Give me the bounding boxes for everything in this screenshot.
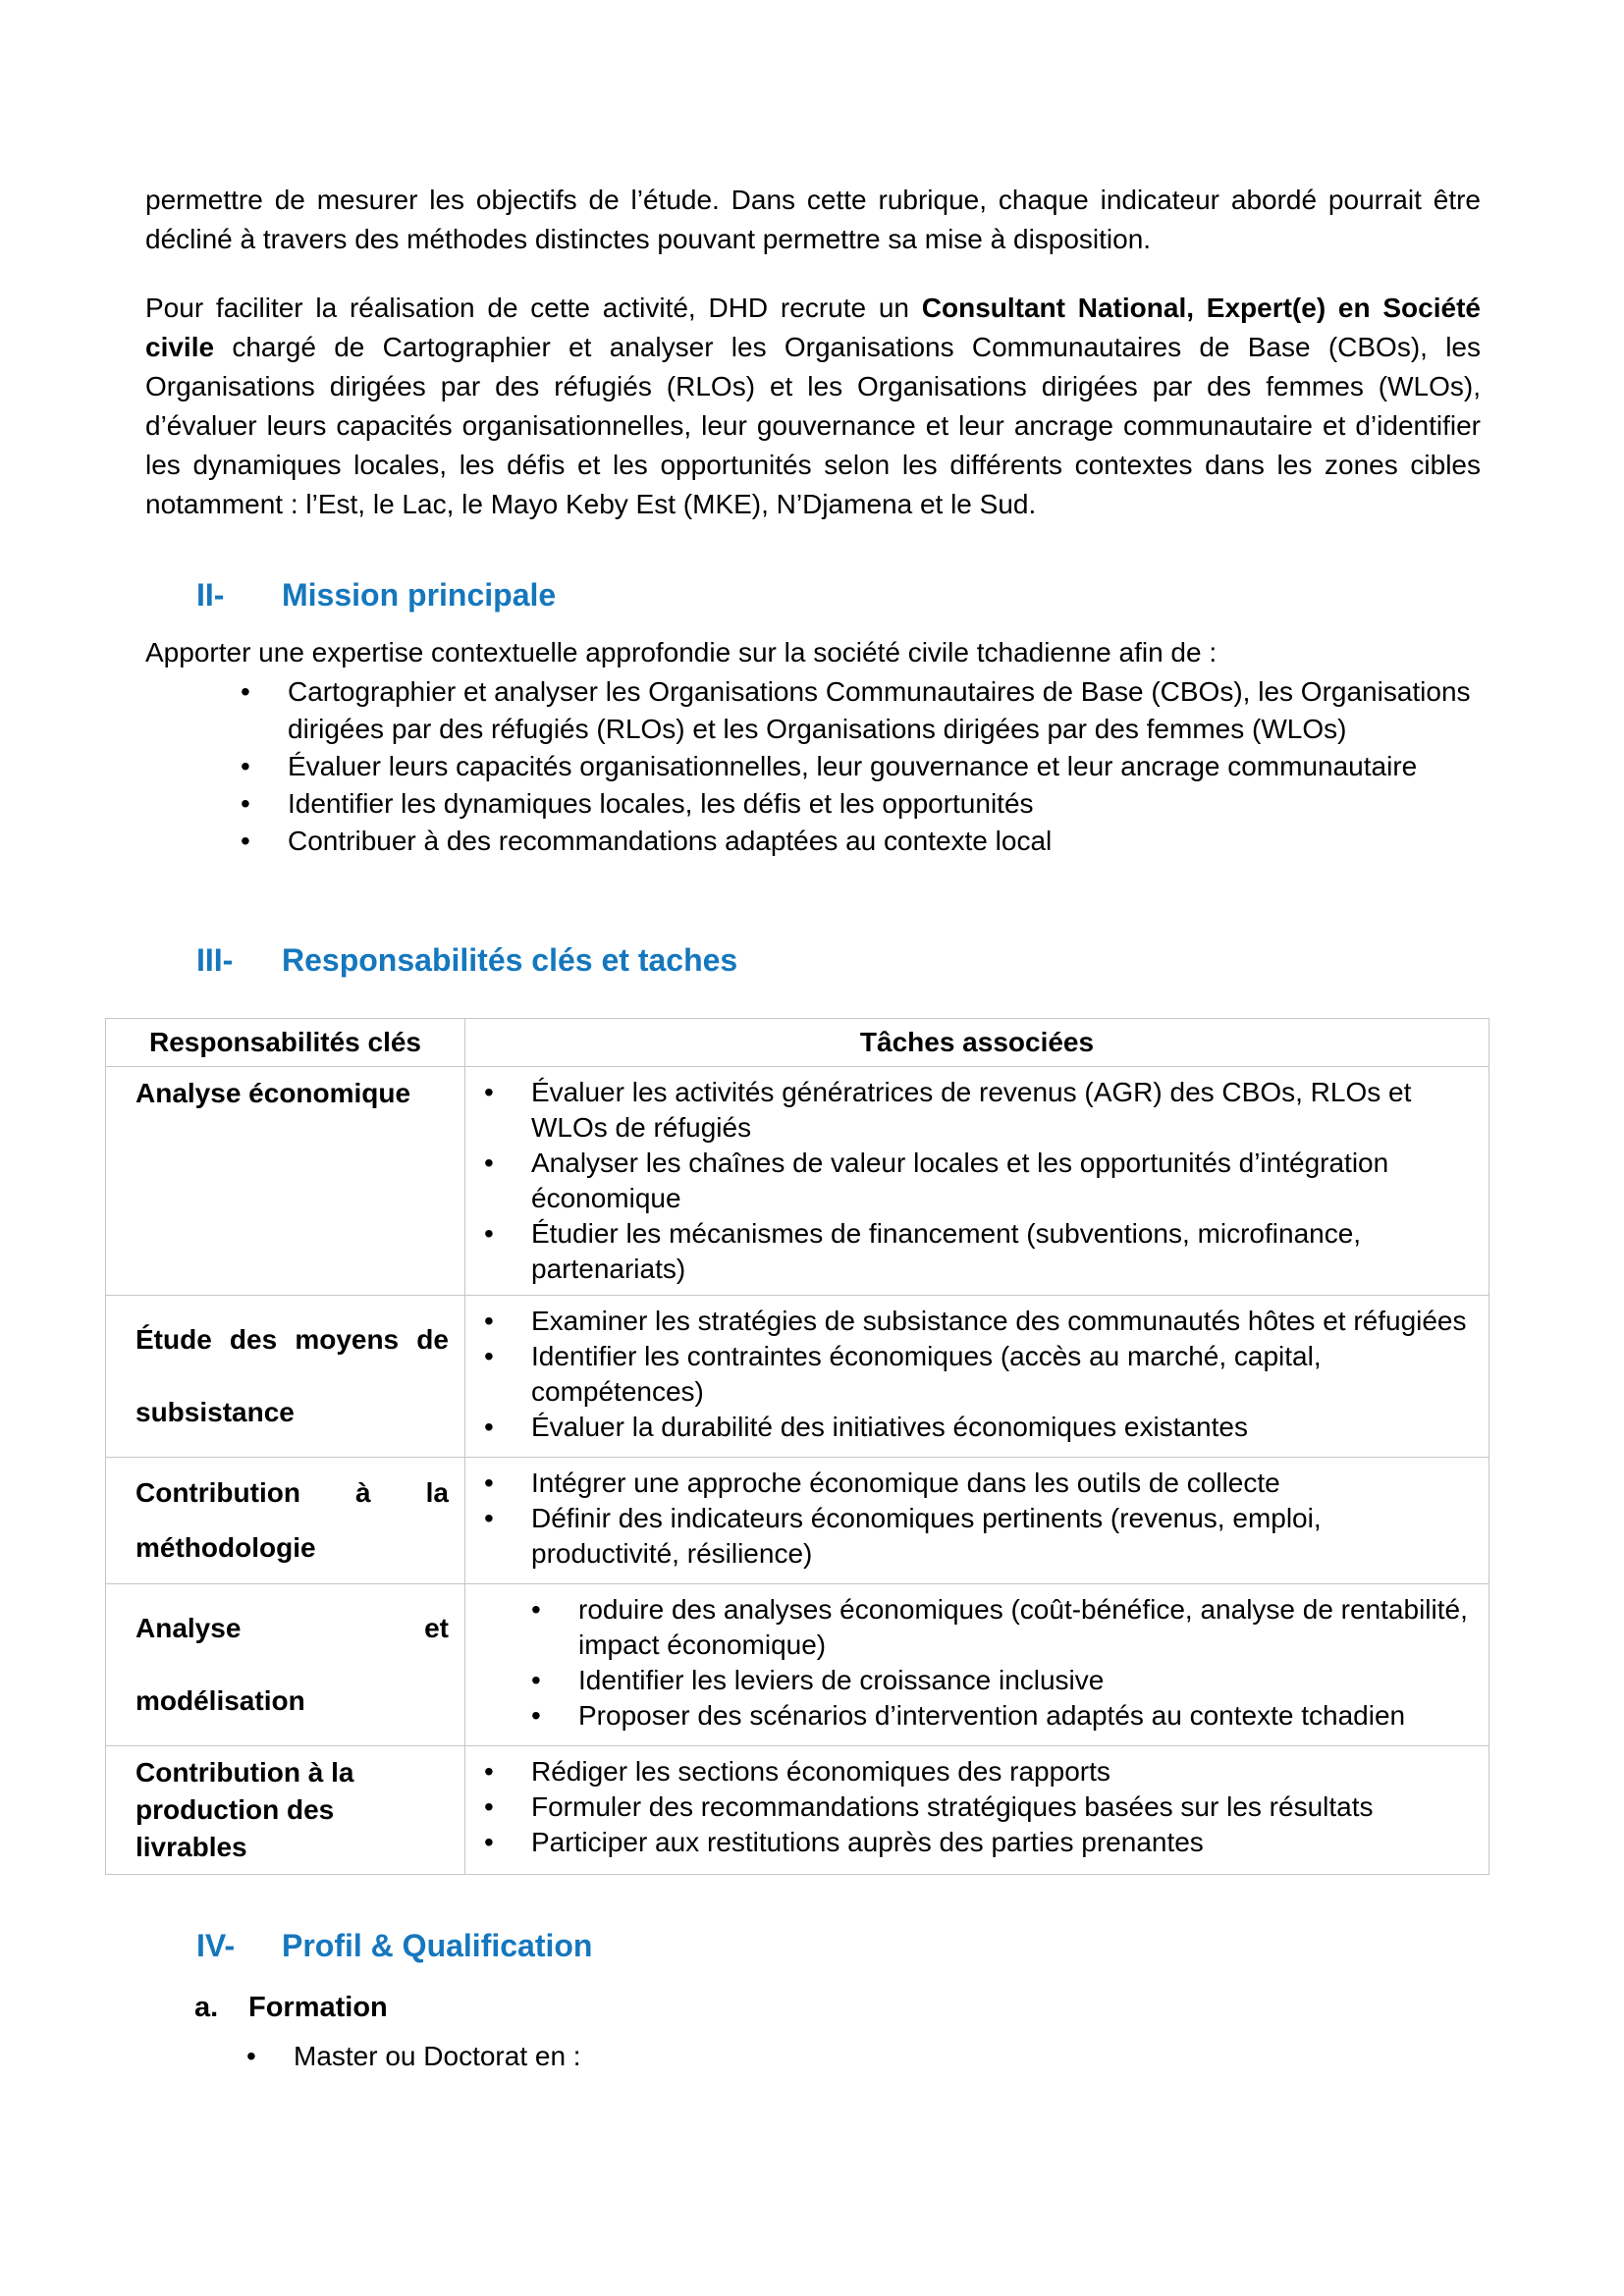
table-row [106, 1296, 1489, 1458]
section-title-profile: Profil & Qualification [282, 1928, 593, 1963]
responsibility-cell [106, 1458, 465, 1584]
responsibility-line: Analyse économique [135, 1078, 411, 1108]
task-item: • Identifier les leviers de croissance inclusive [578, 1663, 1473, 1698]
table-row [106, 1584, 1489, 1746]
task-item: • Formuler des recommandations stratégiques basées sur les résultats [531, 1789, 1473, 1825]
subsection-formation [194, 1989, 388, 2026]
responsibility-cell [106, 1296, 465, 1458]
responsibility-line: Étude des moyens de [135, 1324, 449, 1355]
table-row [106, 1458, 1489, 1584]
table-row [106, 1067, 1489, 1296]
responsibility-line: Analyse et [135, 1613, 449, 1643]
list-item: • Identifier les dynamiques locales, les défis et les opportunités [288, 785, 1505, 823]
task-item: • Analyser les chaînes de valeur locales et les opportunités d’intégration économique [531, 1146, 1473, 1216]
paragraph-recruitment-pre: Pour faciliter la réalisation de cette activité, DHD recrute un [145, 293, 922, 323]
section-number-responsibilities: III- [196, 942, 234, 978]
tasks-cell [465, 1746, 1489, 1875]
responsibility-line: livrables [135, 1832, 247, 1862]
responsibility-cell [106, 1584, 465, 1746]
tasks-cell [465, 1458, 1489, 1584]
subsection-formation-label: a. [194, 1992, 219, 2023]
tasks-list [481, 1592, 1473, 1734]
subsection-formation-title: Formation [248, 1992, 388, 2023]
table-header-row [106, 1019, 1489, 1067]
task-item: • Participer aux restitutions auprès des parties prenantes [531, 1825, 1473, 1860]
task-item: • Proposer des scénarios d’intervention adaptés au contexte tchadien [578, 1698, 1473, 1734]
section-number-profile: IV- [196, 1928, 236, 1963]
task-item: • Identifier les contraintes économiques (accès au marché, capital, compétences) [531, 1339, 1473, 1410]
tasks-list [481, 1754, 1473, 1860]
list-item: • Évaluer leurs capacités organisationnelles, leur gouvernance et leur ancrage communautaire [288, 748, 1505, 785]
mission-intro-text: Apporter une expertise contextuelle approfondie sur la société civile tchadienne afin de : [145, 637, 1218, 667]
tasks-list [481, 1075, 1473, 1287]
list-item: • Cartographier et analyser les Organisations Communautaires de Base (CBOs), les Organisations dirigées par des réfugiés (RLOs) et les Organisations dirigées par des femmes (WLOs) [288, 673, 1505, 748]
section-title-mission: Mission principale [282, 577, 557, 613]
formation-list [294, 2038, 1374, 2075]
task-item: • Examiner les stratégies de subsistance des communautés hôtes et réfugiées [531, 1304, 1473, 1339]
task-item: • Définir des indicateurs économiques pertinents (revenus, emploi, productivité, résilience) [531, 1501, 1473, 1572]
tasks-list [481, 1466, 1473, 1572]
task-item: • Rédiger les sections économiques des rapports [531, 1754, 1473, 1789]
paragraph-intro: permettre de mesurer les objectifs de l’étude. Dans cette rubrique, chaque indicateur abordé pourrait être décliné à travers des méthodes distinctes pouvant permettre sa mise à disposition. [145, 185, 1481, 254]
responsibilities-table-body [106, 1067, 1489, 1875]
table-header-tasks: Tâches associées [465, 1019, 1489, 1067]
task-item: • Étudier les mécanismes de financement (subventions, microfinance, partenariats) [531, 1216, 1473, 1287]
list-item: • Contribuer à des recommandations adaptées au contexte local [288, 823, 1505, 860]
table-header-responsibilities: Responsabilités clés [106, 1019, 465, 1067]
responsibility-line: méthodologie [135, 1532, 316, 1563]
tasks-cell [465, 1296, 1489, 1458]
table-row [106, 1746, 1489, 1875]
task-item: • roduire des analyses économiques (coût-bénéfice, analyse de rentabilité, impact économique) [578, 1592, 1473, 1663]
section-title-responsibilities: Responsabilités clés et taches [282, 942, 738, 978]
section-heading-responsibilities [196, 940, 737, 980]
responsibility-line: production des [135, 1794, 335, 1825]
paragraph-recruitment [145, 289, 1481, 524]
task-item: • Évaluer les activités génératrices de revenus (AGR) des CBOs, RLOs et WLOs de réfugiés [531, 1075, 1473, 1146]
responsibility-line: modélisation [135, 1685, 305, 1716]
task-item: • Intégrer une approche économique dans les outils de collecte [531, 1466, 1473, 1501]
tasks-cell [465, 1067, 1489, 1296]
task-item: • Évaluer la durabilité des initiatives économiques existantes [531, 1410, 1473, 1445]
tasks-cell [465, 1584, 1489, 1746]
section-heading-mission [196, 575, 556, 614]
tasks-list [481, 1304, 1473, 1445]
responsibility-cell [106, 1067, 465, 1296]
mission-list [288, 673, 1505, 860]
responsibility-line: subsistance [135, 1397, 295, 1427]
responsibility-line: Contribution à la [135, 1477, 449, 1508]
list-item: • Master ou Doctorat en : [294, 2038, 1374, 2075]
section-number-mission: II- [196, 577, 225, 613]
section-heading-profile [196, 1926, 592, 1965]
paragraph-recruitment-bold: Consultant National, Expert(e) en Société civile [145, 293, 1481, 362]
responsibilities-table [105, 1018, 1489, 1875]
paragraph-recruitment-post: chargé de Cartographier et analyser les Organisations Communautaires de Base (CBOs), les Organisations dirigées par des réfugiés (RLOs) et les Organisations dirigées par des femmes (WLOs), d’évaluer leurs capacités organisationnelles, leur gouvernance et leur ancrage communautaire et d’identifier les dynamiques locales, les défis et les opportunités selon les différents contextes dans les zones cibles notamment : l’Est, le Lac, le Mayo Keby Est (MKE), N’Djamena et le Sud. [145, 332, 1481, 519]
responsibility-line: Contribution à la [135, 1757, 354, 1788]
responsibility-cell [106, 1746, 465, 1875]
